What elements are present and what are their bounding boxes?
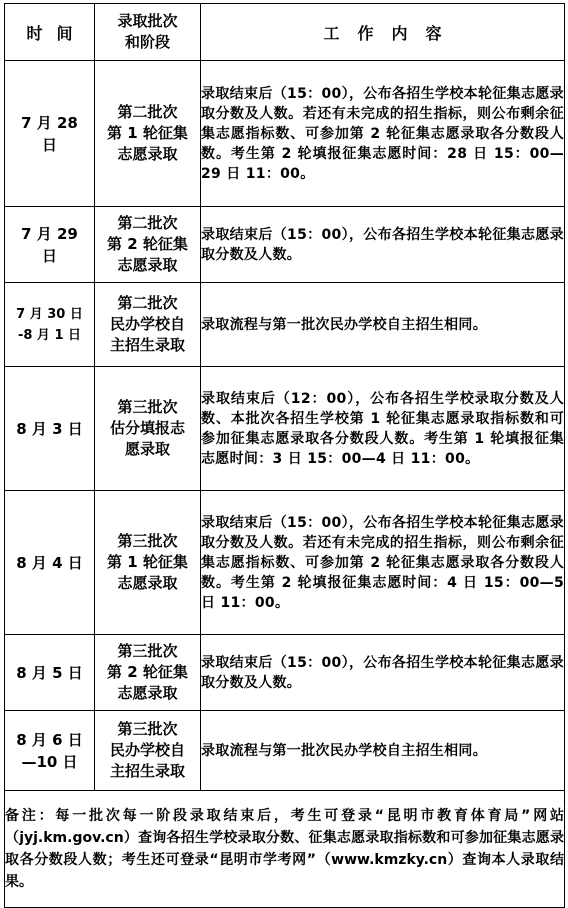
row-content: 录取结束后（15：00），公布各招生学校本轮征集志愿录取分数及人数。 [201, 207, 565, 283]
header-batch: 录取批次 和阶段 [95, 4, 201, 61]
row-batch: 第三批次 估分填报志 愿录取 [95, 367, 201, 491]
table-row [5, 367, 565, 491]
row-batch: 第二批次 第 1 轮征集 志愿录取 [95, 61, 201, 207]
table-header-row [5, 4, 565, 61]
header-content: 工作内容 [201, 4, 565, 61]
row-date: 8 月 3 日 [5, 367, 95, 491]
row-date: 8 月 5 日 [5, 635, 95, 711]
row-batch: 第三批次 民办学校自 主招生录取 [95, 711, 201, 791]
row-content: 录取结束后（15：00），公布各招生学校本轮征集志愿录取分数及人数。若还有未完成的招生指标，则公布剩余征集志愿指标数、可参加第 2 轮征集志愿录取各分数段人数。考生第 2 轮填报征集志愿时间：4 日 15：00—5 日 11：00。 [201, 491, 565, 635]
header-time: 时间 [5, 4, 95, 61]
row-date: 7 月 30 日 -8 月 1 日 [5, 283, 95, 367]
row-content: 录取结束后（15：00），公布各招生学校本轮征集志愿录取分数及人数。若还有未完成的招生指标，则公布剩余征集志愿指标数、可参加第 2 轮征集志愿录取各分数段人数。考生第 2 轮填报征集志愿时间：28 日 15：00—29 日 11：00。 [201, 61, 565, 207]
row-date: 8 月 4 日 [5, 491, 95, 635]
row-content: 录取结束后（12：00），公布各招生学校录取分数及人数、本批次各招生学校第 1 轮征集志愿录取指标数和可参加征集志愿录取各分数段人数。考生第 1 轮填报征集志愿时间：3 日 15：00—4 日 11：00。 [201, 367, 565, 491]
table-row [5, 491, 565, 635]
table-row [5, 711, 565, 791]
table-row [5, 61, 565, 207]
admission-schedule-table [4, 3, 565, 908]
row-batch: 第三批次 第 1 轮征集 志愿录取 [95, 491, 201, 635]
row-date: 7 月 28 日 [5, 61, 95, 207]
row-batch: 第三批次 第 2 轮征集 志愿录取 [95, 635, 201, 711]
row-batch: 第二批次 民办学校自 主招生录取 [95, 283, 201, 367]
row-content: 录取结束后（15：00），公布各招生学校本轮征集志愿录取分数及人数。 [201, 635, 565, 711]
row-content: 录取流程与第一批次民办学校自主招生相同。 [201, 711, 565, 791]
row-content: 录取流程与第一批次民办学校自主招生相同。 [201, 283, 565, 367]
table-row [5, 207, 565, 283]
note-row [5, 791, 565, 908]
table-row [5, 635, 565, 711]
row-batch: 第二批次 第 2 轮征集 志愿录取 [95, 207, 201, 283]
table-row [5, 283, 565, 367]
row-date: 8 月 6 日 —10 日 [5, 711, 95, 791]
row-date: 7 月 29 日 [5, 207, 95, 283]
note-text: 备注：每一批次每一阶段录取结束后，考生可登录“昆明市教育体育局”网站（jyj.km.gov.cn）查询各招生学校录取分数、征集志愿录取指标数和可参加征集志愿录取各分数段人数；考生还可登录“昆明市学考网”（www.kmzky.cn）查询本人录取结果。 [5, 791, 565, 908]
